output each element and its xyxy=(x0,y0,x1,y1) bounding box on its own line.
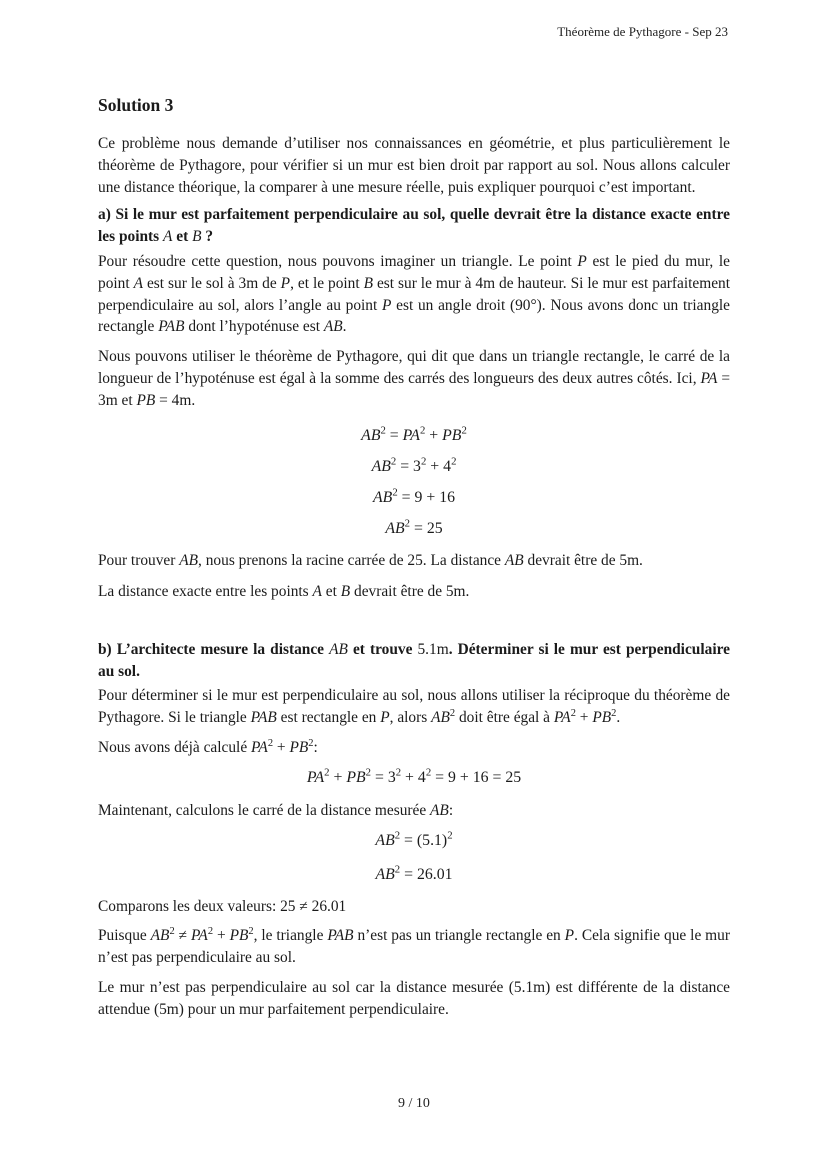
section-b-paragraph-deja-calcule: Nous avons déjà calculé $PA^2 + PB^2$: xyxy=(98,737,318,757)
equation-somme: $PA^2 + PB^2 = 3^2 + 4^2 = 9 + 16 = 25$ xyxy=(306,766,522,786)
intro-paragraph: Ce problème nous demande d’utiliser nos connaissances en géométrie, et plus particulièrement le théorème de Pythagore, pour vérifier si un mur est bien droit par rapport au sol. Nous allons calculer une distance théorique, la comparer à une mesure réelle, puis expliquer pourquoi c’est important. xyxy=(98,135,730,196)
section-b-paragraph-conclusion: Le mur n’est pas perpendiculaire au sol car la distance mesurée (5.1m) est différente de la distance attendue (5m) pour un mur parfaitement perpendiculaire. xyxy=(98,978,730,1018)
equation-ab-values: $AB^2 = 3^2 + 4^2$ xyxy=(371,455,457,475)
equation-ab-result: $AB^2 = 25$ xyxy=(385,518,443,538)
section-a-paragraph-triangle: Pour résoudre cette question, nous pouvons imaginer un triangle. Le point P est le pied du mur, le point A est sur le sol à 3m de P, et le point B est sur le mur à 4m de hauteur. Si le mur est parfaitement perpendiculaire au sol, alors l’angle au point P est un angle droit (90°). Nous avons donc un triangle rectangle PAB dont l’hypoténuse est AB. xyxy=(98,252,731,336)
equation-ab-formula: $AB^2 = PA^2 + PB^2$ xyxy=(361,424,467,444)
page-footer xyxy=(0,1096,828,1112)
section-a-paragraph-pythagore: Nous pouvons utiliser le théorème de Pythagore, qui dit que dans un triangle rectangle, le carré de la longueur de l’hypoténuse est égal à la somme des carrés des longueurs des deux autres côtés. Ici, PA = 3m et PB = 4m. xyxy=(98,348,731,409)
section-b-paragraph-reciproque: Pour déterminer si le mur est perpendiculaire au sol, nous allons utiliser la réciproque du théorème de Pythagore. Si le triangle PAB est rectangle en P, alors $AB^2$ doit être égal à $PA^2 + PB^2$. xyxy=(98,687,730,727)
section-b-paragraph-puisque: Puisque $AB^2 \ne PA^2 + PB^2$, le triangle PAB n’est pas un triangle rectangle en P. Cela signifie que le mur n’est pas perpendiculaire au sol. xyxy=(98,926,730,967)
document-content xyxy=(98,0,730,1021)
section-b-paragraph-comparaison: Comparons les deux valeurs: 25 ≠ 26.01 xyxy=(98,897,347,915)
equation-ab-sum: $AB^2 = 9 + 16$ xyxy=(373,486,455,507)
header-title: Théorème de Pythagore - Sep 23 xyxy=(557,24,728,39)
section-a-heading: a) Si le mur est parfaitement perpendiculaire au sol, quelle devrait être la distance exacte entre les points A et B ? xyxy=(98,206,730,246)
equation-resultat: $AB^2 = 26.01$ xyxy=(375,863,453,884)
page-number: 9 / 10 xyxy=(398,1096,430,1111)
section-b-heading: b) L’architecte mesure la distance AB et trouve 5.1m. Déterminer si le mur est perpendiculaire au sol. xyxy=(98,640,730,680)
section-a-equations xyxy=(98,425,730,541)
section-a-paragraph-conclusion: La distance exacte entre les points A et B devrait être de 5m. xyxy=(98,583,470,601)
equation-mesure: $AB^2 = (5.1)^2$ xyxy=(375,830,453,850)
section-a-paragraph-racine: Pour trouver AB, nous prenons la racine carrée de 25. La distance AB devrait être de 5m. xyxy=(98,552,643,570)
section-b-paragraph-carre-mesure: Maintenant, calculons le carré de la distance mesurée AB: xyxy=(98,801,454,819)
solution-title: Solution 3 xyxy=(98,95,174,115)
